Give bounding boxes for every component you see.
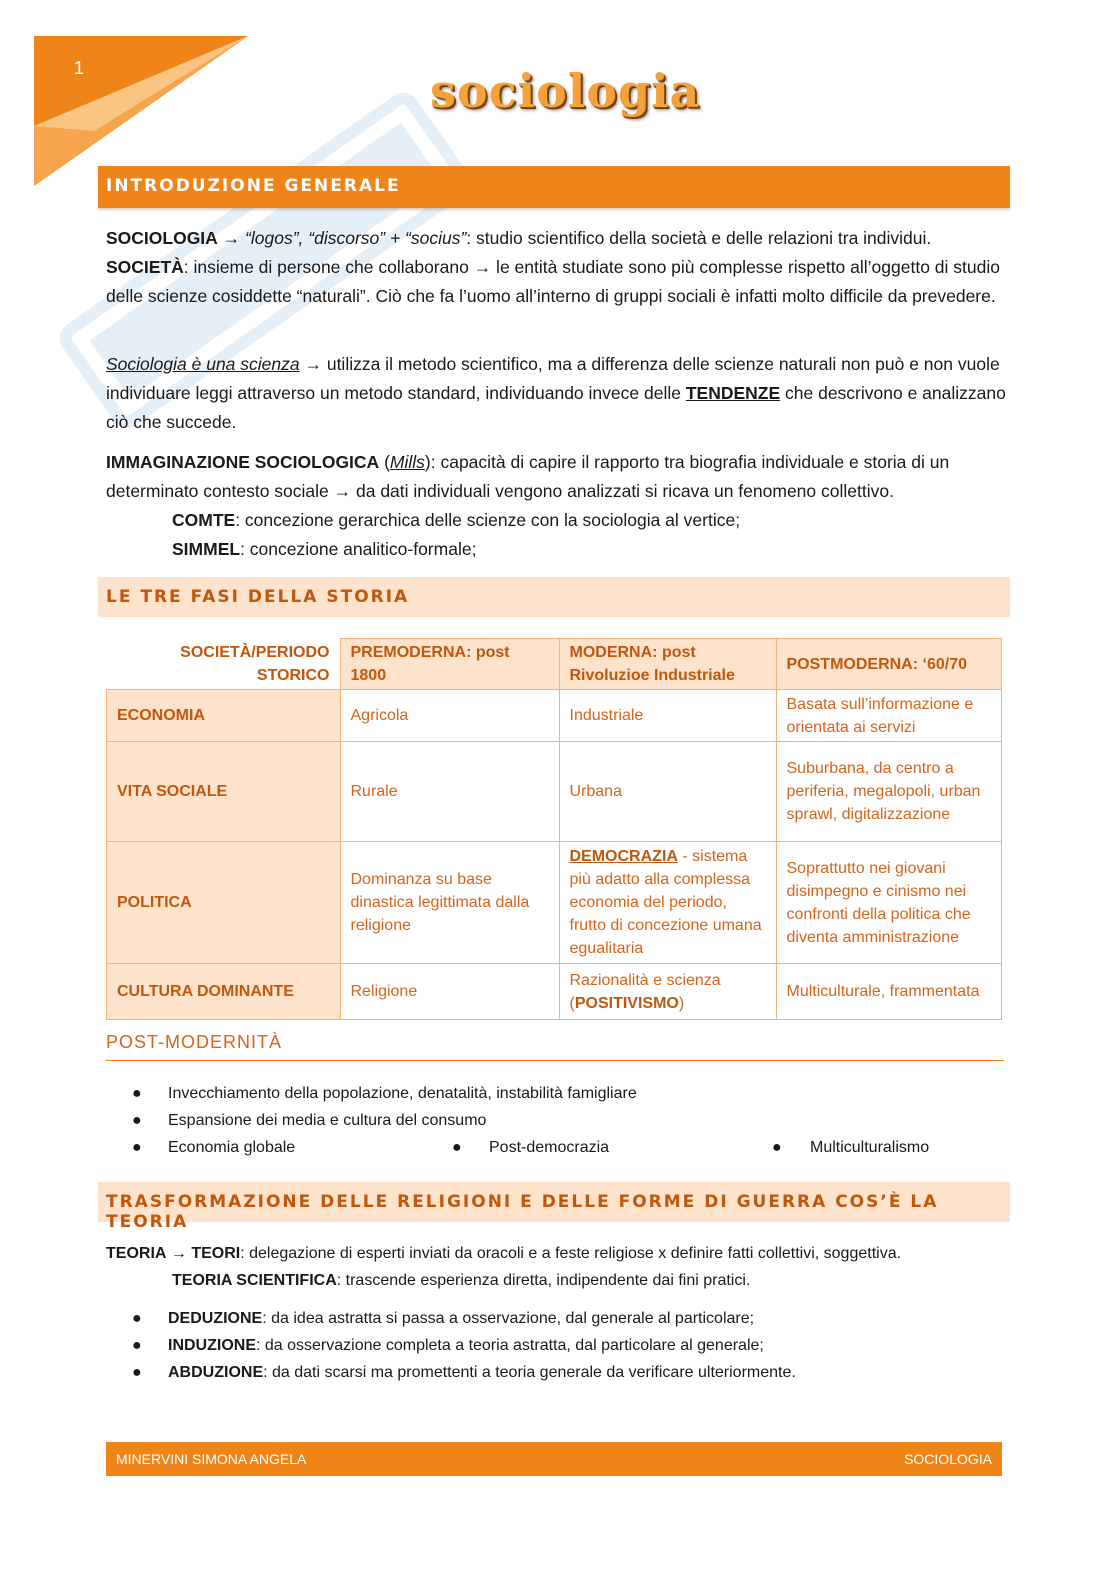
bullet-icon: ●: [132, 1085, 142, 1102]
list-item: Economia globale: [168, 1139, 296, 1156]
table-cell: Soprattutto nei giovani disimpegno e cinismo nei confronti della politica che diventa amministrazione: [776, 842, 1002, 964]
paragraph-text: : delegazione di esperti inviati da oracoli e a feste religiose x definire fatti collettivi, soggettiva.: [240, 1245, 902, 1262]
table-row: [107, 690, 1002, 742]
list-item: Multiculturalismo: [810, 1139, 930, 1156]
table-cell: [559, 964, 776, 1020]
list-item: Post-democrazia: [489, 1139, 610, 1156]
phases-table: [106, 638, 1002, 1020]
footer-author: MINERVINI SIMONA ANGELA: [116, 1451, 307, 1467]
bullet-icon: ●: [452, 1139, 462, 1156]
bullet-icon: ●: [132, 1364, 142, 1381]
column-header: MODERNA: post Rivoluzioe Industriale: [559, 639, 776, 690]
paragraph-sociologia: [106, 224, 1006, 311]
paragraph-text: : concezione analitico-formale;: [240, 539, 477, 559]
definition-text: : insieme di persone che collaborano → le entità studiate sono più complesse rispetto all’oggetto di studio delle scienze cosiddette “naturali”. Ciò che fa l’uomo all’interno di gruppi sociali è infatti molto difficile da prevedere.: [106, 257, 1000, 306]
term-abduzione: ABDUZIONE: [168, 1364, 264, 1381]
footer-subject: SOCIOLOGIA: [904, 1451, 992, 1467]
term-tendenze: TENDENZE: [685, 383, 781, 403]
paragraph-text: ): capacità di capire il rapporto tra biografia individuale e storia di un determinato contesto sociale → da dati individuali vengono analizzati si ricava un fenomeno collettivo.: [106, 452, 950, 501]
table-cell: Basata sull’informazione e orientata ai servizi: [776, 690, 1002, 742]
list-item-text: : da idea astratta si passa a osservazione, dal generale al particolare;: [262, 1310, 755, 1327]
arrow: →: [217, 228, 246, 248]
section-heading-introduzione: INTRODUZIONE GENERALE: [98, 166, 1010, 208]
page-number: 1: [74, 58, 85, 78]
table-cell: [559, 842, 776, 964]
page-footer: [106, 1442, 1002, 1476]
table-cell: Religione: [340, 964, 559, 1020]
term-teoria-scientifica: TEORIA SCIENTIFICA: [172, 1272, 337, 1289]
paren: (: [379, 452, 390, 472]
document-title: sociologia: [430, 64, 701, 118]
table-row: [107, 964, 1002, 1020]
paragraph-text: che descrivono e analizzano ciò che succede.: [106, 383, 1006, 432]
list-item-text: : da osservazione completa a teoria astratta, dal particolare al generale;: [256, 1337, 764, 1354]
table-cell: Rurale: [340, 742, 559, 842]
author-mills: Mills: [389, 452, 425, 472]
paragraph-text: → utilizza il metodo scientifico, ma a differenza delle scienze naturali non può e non vuole individuare leggi attraverso un metodo standard, individuando invece delle: [106, 354, 1000, 403]
table-row: [107, 742, 1002, 842]
paragraph-comte: [172, 506, 1012, 535]
bullet-icon: ●: [772, 1139, 782, 1156]
paragraph-immaginazione: [106, 448, 1006, 506]
term-societa: SOCIETÀ: [106, 257, 184, 277]
section-heading-religioni: TRASFORMAZIONE DELLE RELIGIONI E DELLE FORME DI GUERRA COS’È LA TEORIA: [98, 1182, 1010, 1222]
list-item: [168, 1332, 764, 1359]
list-item: Invecchiamento della popolazione, denatalità, instabilità famigliare: [168, 1085, 637, 1102]
bullet-icon: ●: [132, 1139, 142, 1156]
paragraph-teoria: [106, 1240, 1006, 1267]
term-deduzione: DEDUZIONE: [168, 1310, 263, 1327]
table-cell: Industriale: [559, 690, 776, 742]
term-sociologia-scienza: Sociologia è una scienza: [106, 354, 300, 374]
list-item: [168, 1305, 754, 1332]
cell-text: ): [678, 994, 685, 1012]
table-cell: Suburbana, da centro a periferia, megalopoli, urban sprawl, digitalizzazione: [776, 742, 1002, 842]
bullet-icon: ●: [132, 1112, 142, 1129]
term-teoria: TEORIA: [106, 1245, 167, 1262]
cell-text: - sistema più adatto alla complessa economia del periodo, frutto di concezione umana egualitaria: [569, 848, 762, 957]
bullet-icon: ●: [132, 1337, 142, 1354]
term-induzione: INDUZIONE: [168, 1337, 256, 1354]
term-positivismo: POSITIVISMO: [574, 994, 679, 1012]
paragraph-simmel: [172, 535, 1012, 564]
cell-text: Razionalità e scienza (: [569, 971, 721, 1012]
table-cell: Multiculturale, frammentata: [776, 964, 1002, 1020]
term-comte: COMTE: [172, 510, 236, 530]
list-item: [168, 1359, 796, 1386]
section-heading-fasi: LE TRE FASI DELLA STORIA: [98, 577, 1010, 617]
paragraph-scienza: [106, 350, 1006, 437]
row-header: POLITICA: [107, 842, 341, 964]
term-sociologia: SOCIOLOGIA: [106, 228, 218, 248]
arrow: →: [166, 1245, 192, 1262]
table-corner-header: SOCIETÀ/PERIODO STORICO: [107, 639, 341, 690]
table-cell: Agricola: [340, 690, 559, 742]
column-header: PREMODERNA: post 1800: [340, 639, 559, 690]
list-item-text: : da dati scarsi ma promettenti a teoria generale da verificare ulteriormente.: [263, 1364, 796, 1381]
table-header-row: [107, 639, 1002, 690]
post-modernita-heading: POST-MODERNITÀ: [106, 1032, 283, 1052]
table-cell: Urbana: [559, 742, 776, 842]
table-row: [107, 842, 1002, 964]
term-simmel: SIMMEL: [172, 539, 241, 559]
bullet-icon: ●: [132, 1310, 142, 1327]
row-header: CULTURA DOMINANTE: [107, 964, 341, 1020]
term-immaginazione: IMMAGINAZIONE SOCIOLOGICA: [106, 452, 380, 472]
term-democrazia: DEMOCRAZIA: [569, 848, 678, 865]
row-header: VITA SOCIALE: [107, 742, 341, 842]
heading-underline: [106, 1060, 1004, 1061]
definition-text: : studio scientifico della società e delle relazioni tra individui.: [466, 228, 932, 248]
paragraph-teoria-scientifica: [172, 1267, 1012, 1294]
paragraph-text: : trascende esperienza diretta, indipendente dai fini pratici.: [336, 1272, 751, 1289]
table-cell: Dominanza su base dinastica legittimata dalla religione: [340, 842, 559, 964]
term-teori: TEORI: [191, 1245, 241, 1262]
list-item: Espansione dei media e cultura del consumo: [168, 1112, 487, 1129]
paragraph-text: : concezione gerarchica delle scienze con la sociologia al vertice;: [235, 510, 741, 530]
etymology: “logos”, “discorso” + “socius”: [245, 228, 467, 248]
column-header: POSTMODERNA: ‘60/70: [776, 639, 1002, 690]
row-header: ECONOMIA: [107, 690, 341, 742]
